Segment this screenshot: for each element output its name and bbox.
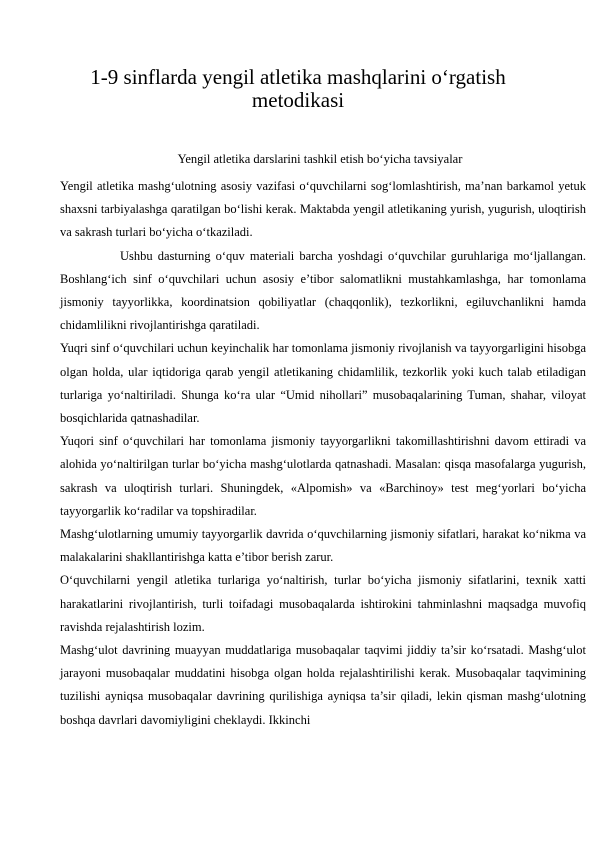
paragraph: Yuqori sinf o‘quvchilari har tomonlama jismoniy tayyorgarlikni takomillashtirishni davom ettiradi va alohida yo‘naltirilgan turlar bo‘yicha mashg‘ulotlarda qatnashadi. Masalan: qisqa masofalarga yugurish, sakrash va uloqtirish turlari. Shuningdek, «Alpomish» va «Barchinoy» test meg‘yorlari bo‘yicha tayyorgarlik ko‘radilar va topshiradilar. [60, 434, 586, 518]
body-text [60, 175, 586, 732]
section-subtitle: Yengil atletika darslarini tashkil etish bo‘yicha tavsiyalar [177, 152, 463, 166]
paragraph: Mashg‘ulot davrining muayyan muddatlariga musobaqalar taqvimi jiddiy ta’sir ko‘rsatadi. Mashg‘ulot jarayoni musobaqalar muddatini hisobga olgan holda rejalashtirilishi kerak. Musobaqalar taqvimining tuzilishi ayniqsa musobaqalar davrining qurilishiga ayniqsa ta’sir qiladi, lekin qisman mashg‘ulotning boshqa davrlari davomiyligini cheklaydi. Ikkinchi [60, 643, 586, 727]
paragraph: O‘quvchilarni yengil atletika turlariga yo‘naltirish, turlar bo‘yicha jismoniy sifatlarini, texnik xatti harakatlarini rivojlantirish, turli toifadagi musobaqalarda ishtirokini tahminlashni maqsadga muvofiq ravishda rejalashtirish lozim. [60, 573, 586, 634]
page-title: 1-9 sinflarda yengil atletika mashqlarini o‘rgatish metodikasi [90, 65, 506, 112]
paragraph: Yuqri sinf o‘quvchilari uchun keyinchalik har tomonlama jismoniy rivojlanish va tayyorgarligini hisobga olgan holda, ular iqtidoriga qarab yengil atletikaning chidamlilik, tezkorlik yoki kuch talab etiladigan turlariga yo‘naltiriladi. Shunga ko‘ra ular “Umid nihollari” musobaqalarining Tuman, shahar, viloyat bosqichlarida qatnashadilar. [60, 341, 586, 426]
paragraph: Yengil atletika mashg‘ulotning asosiy vazifasi o‘quvchilarni sog‘lomlashtirish, ma’nan barkamol yetuk shaxsni tarbiyalashga qaratilgan bo‘lishi kerak. Maktabda yengil atletikaning yurish, yugurish, uloqtirish va sakrash turlari bo‘yicha o‘tkaziladi. [60, 179, 586, 240]
paragraph: Mashg‘ulotlarning umumiy tayyorgarlik davrida o‘quvchilarning jismoniy sifatlari, harakat ko‘nikma va malakalarini shakllantirishga katta e’tibor berish zarur. [60, 527, 586, 565]
paragraph: Ushbu dasturning o‘quv materiali barcha yoshdagi o‘quvchilar guruhlariga mo‘ljallangan. Boshlang‘ich sinf o‘quvchilari uchun asosiy e’tibor salomatlikni mustahkamlashga, har tomonlama jismoniy tayyorlikka, koordinatsion qobiliyatlar (chaqqonlik), tezkorlikni, egiluvchanlikni hamda chidamlilikni rivojlantirishga qaratiladi. [60, 248, 586, 333]
